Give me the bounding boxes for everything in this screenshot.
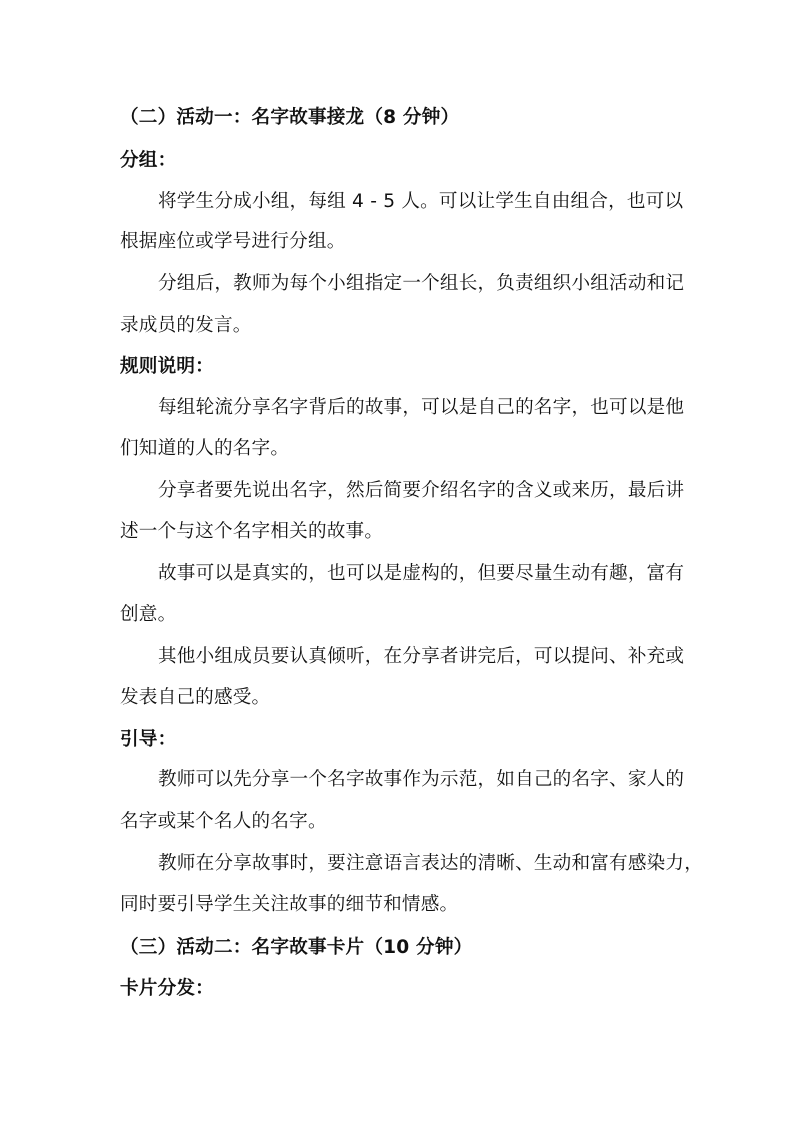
guide-paragraph-2-line-1: 教师在分享故事时，要注意语言表达的清晰、生动和富有感染力，: [158, 853, 704, 874]
rules-paragraph-1-line-1: 每组轮流分享名字背后的故事，可以是自己的名字，也可以是他: [158, 397, 685, 418]
guide-paragraph-1-line-2: 名字或某个名人的名字。: [120, 811, 327, 832]
grouping-paragraph-1-line-1: 将学生分成小组，每组 4 - 5 人。可以让学生自由组合，也可以: [158, 191, 684, 212]
rules-paragraph-2-line-2: 述一个与这个名字相关的故事。: [120, 521, 384, 542]
guide-heading: 引导：: [120, 729, 177, 750]
rules-paragraph-2-line-1: 分享者要先说出名字，然后简要介绍名字的含义或来历，最后讲: [158, 480, 685, 501]
grouping-paragraph-2-line-2: 录成员的发言。: [120, 315, 252, 336]
grouping-paragraph-2-line-1: 分组后，教师为每个小组指定一个组长，负责组织小组活动和记: [158, 273, 685, 294]
section-2-heading: （二）活动一：名字故事接龙（8 分钟）: [120, 107, 460, 128]
rules-paragraph-3-line-1: 故事可以是真实的，也可以是虚构的，但要尽量生动有趣，富有: [158, 563, 685, 584]
grouping-heading: 分组：: [120, 150, 177, 171]
grouping-paragraph-1-line-2: 根据座位或学号进行分组。: [120, 231, 346, 252]
section-3-heading: （三）活动二：名字故事卡片（10 分钟）: [120, 937, 473, 958]
rules-heading: 规则说明：: [120, 356, 214, 377]
guide-paragraph-2-line-2: 同时要引导学生关注故事的细节和情感。: [120, 894, 459, 915]
rules-paragraph-3-line-2: 创意。: [120, 604, 177, 625]
card-distribution-heading: 卡片分发：: [120, 978, 214, 999]
guide-paragraph-1-line-1: 教师可以先分享一个名字故事作为示范，如自己的名字、家人的: [158, 769, 685, 790]
rules-paragraph-1-line-2: 们知道的人的名字。: [120, 438, 290, 459]
rules-paragraph-4-line-1: 其他小组成员要认真倾听，在分享者讲完后，可以提问、补充或: [158, 646, 685, 667]
rules-paragraph-4-line-2: 发表自己的感受。: [120, 687, 271, 708]
